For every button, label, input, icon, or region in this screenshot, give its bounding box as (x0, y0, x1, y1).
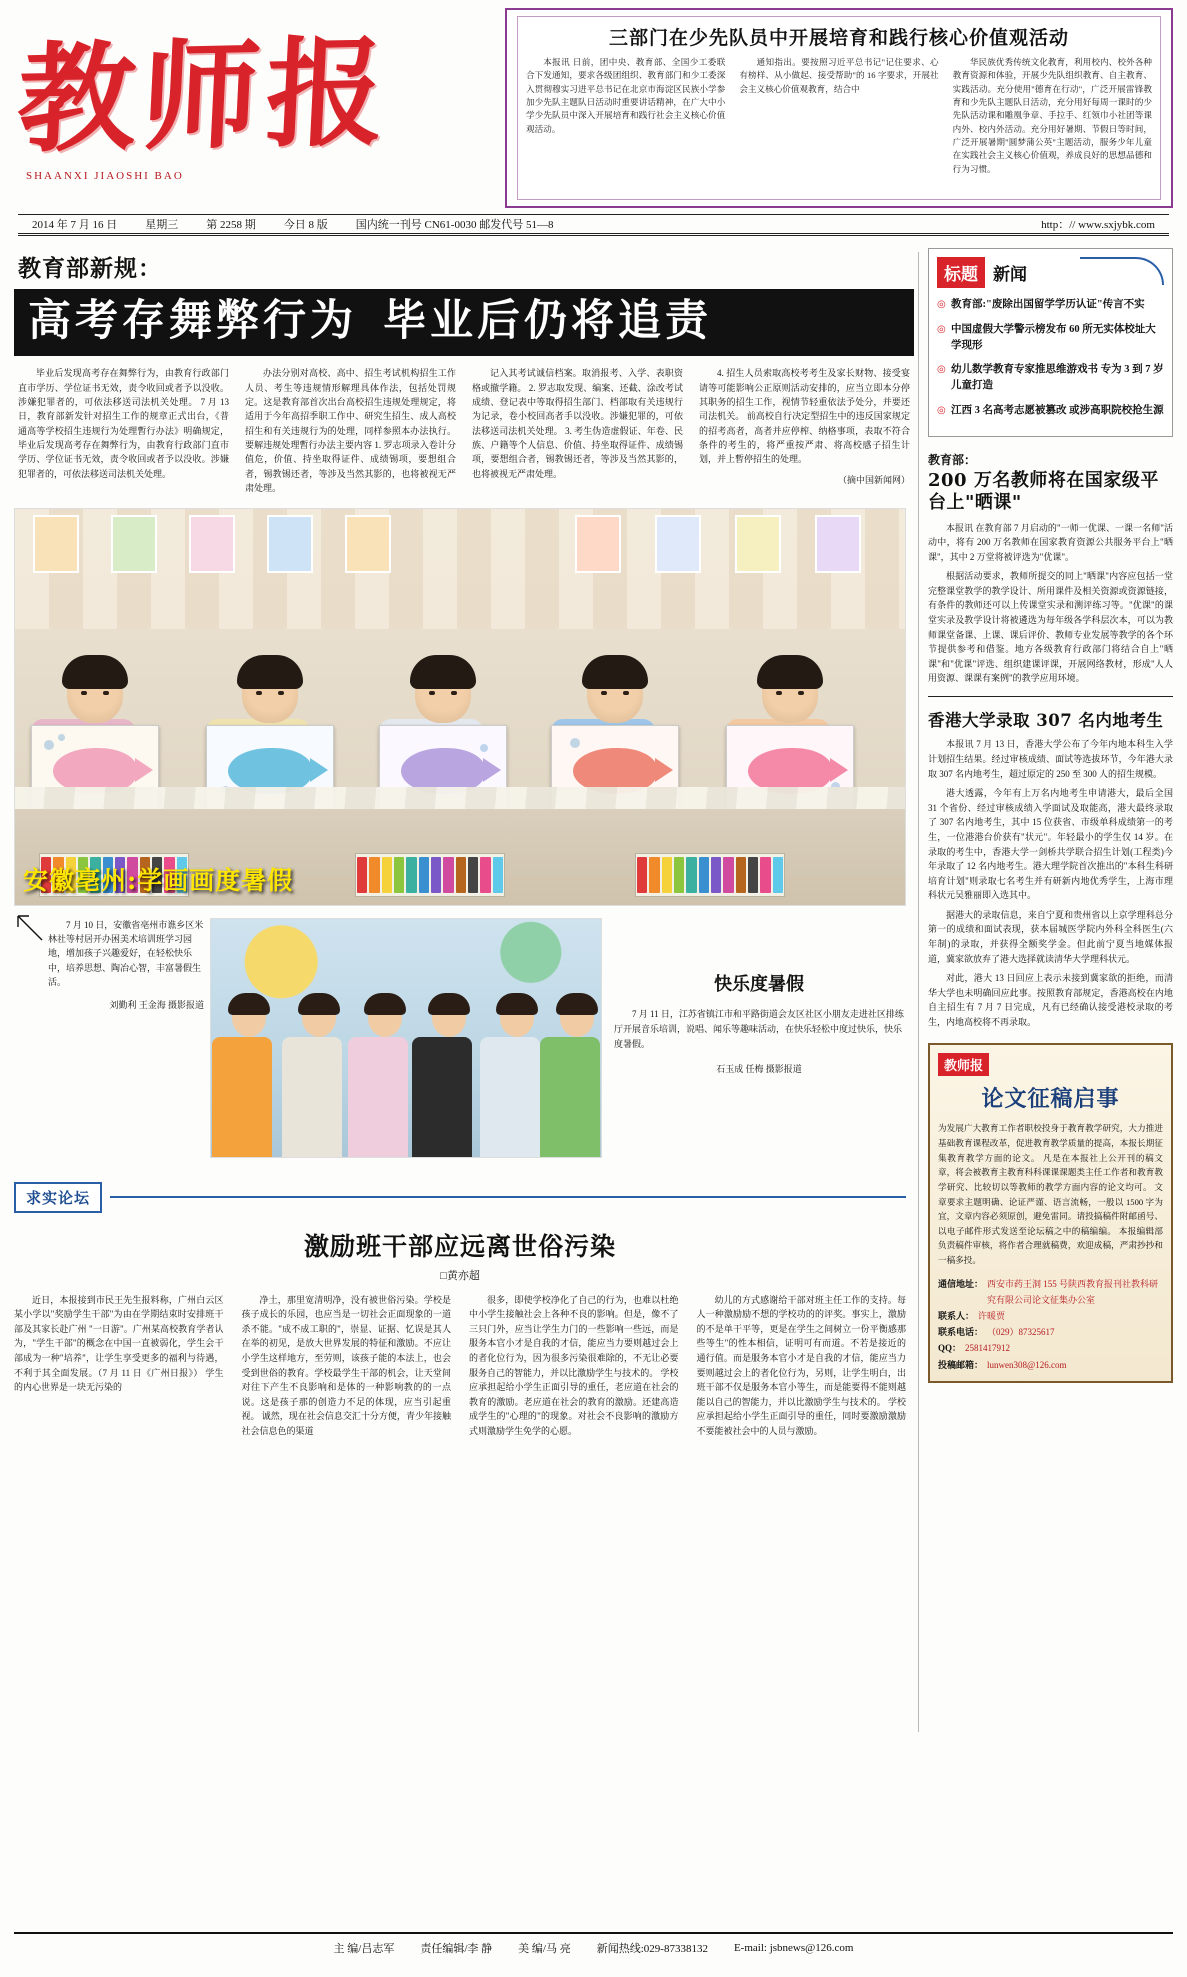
sidebar-divider (928, 696, 1173, 697)
main-story-source: （摘中国新闻网） (837, 474, 910, 485)
masthead-info-strip (18, 214, 1169, 236)
sidebar (928, 248, 1173, 1383)
sidebar-story-2-title: 香港大学录取 307 名内地考生 (928, 710, 1164, 730)
list-item[interactable]: ◎ 教育部:"废除出国留学学历认证"传言不实 (937, 297, 1164, 313)
sidebar-story-1 (928, 451, 1173, 686)
ad-contact-key: 联系电话： (938, 1327, 984, 1338)
forum-title: 激励班干部应远离世俗污染 (303, 1231, 616, 1261)
photo-caption: 安徽亳州:学画画度暑假 (23, 865, 294, 895)
sidebar-story-2-para-1: 本报讯 7 月 13 日，香港大学公布了今年内地本科生入学计划招生结果。经过审核成绩、面试等选拔环节，今年港大录取 307 名内地考生，超过原定的 250 至 300 人的招生规模。 (928, 739, 1173, 779)
sidebar-story-2 (928, 711, 1173, 1030)
list-item[interactable]: ◎ 中国虚假大学警示榜发布 60 所无实体校址大学现形 (937, 322, 1164, 354)
ad-contacts (938, 1276, 1163, 1373)
headline-news-box (928, 248, 1173, 437)
logo-subtitle: SHAANXI JIAOSHI BAO (26, 170, 184, 182)
forum-rule (110, 1196, 906, 1198)
headline-news-label: 标题 (937, 257, 985, 288)
photo-note-left-byline: 刘勤利 王金海 摄影报道 (109, 999, 204, 1010)
headline-news-list (937, 297, 1164, 419)
top-featured-story (505, 8, 1173, 208)
main-story-col4: 4. 招生人员索取高校考考生及家长财物、接受宴请等可能影响公正原则活动安排的，应当立即本分停其职务的招生工作，视情节轻重依法予处分，并要还司法机关。 前高校自行决定型招生中的违反国家规定的招考高者，高者并应停榨、纳格事项，表取不符合条件的考生的，将严重按严肃、将高校感子招生计划，并上暫停招生的处理。 (699, 368, 910, 465)
list-item[interactable]: ◎ 江西 3 名高考志愿被篡改 或涉高职院校抢生源 (937, 403, 1164, 419)
ad-title: 论文征稿启事 (981, 1086, 1120, 1113)
forum-section (14, 1182, 906, 1439)
newspaper-logo (14, 20, 488, 210)
top-story-title: 三部门在少先队员中开展培育和践行核心价值观活动 (608, 27, 1069, 49)
main-story-col1: 毕业后发现高考存在舞弊行为，由教育行政部门直市学历、学位证书无效，责令收回或者予以没收。涉嫌犯罪者的，可依法移送司法机关处理。 7 月 13 日，教育部新发针对招生工作的规章正式出台，《普通高等学校招生违规行为处理暫行办法》明确规定，毕业后发现高考存在舞弊行为，由教育行政部门直市学历、学位证书无效，责令收回或者予以没收。涉嫌犯罪者的，可依法移送司法机关处理。 (18, 368, 229, 479)
ad-contact-key: 联系人： (938, 1310, 975, 1321)
top-story-col3: 华民族优秀传统文化教育，利用校内、校外各种教育资源和体验，开展少先队组织教育、自主教育、实践活动。充分使用"德育在行动"，广泛开展雷锋教育和少先队主题队日活动，充分用好每周一课时的少先队活动课和雕凰争章、手拉手、红领巾小社团等课内外、校内外活动。充分用好暑期、节假日等时间，广泛开展暑期"圆梦蒲公英"主题活动，服务少年儿童在实践社会主义核心价值观，养成良好的思想品德和行为习惯。 (952, 57, 1152, 174)
logo-text: 教师报 (14, 22, 394, 169)
main-headline-part-a: 高考存舞弊行为 (28, 296, 357, 346)
arrow-icon (16, 914, 46, 944)
ad-contact-value[interactable]: lunwen308@126.com (987, 1359, 1067, 1370)
sidebar-story-2-para-4: 对此，港大 13 日回应上表示未接到冀家欲的拒绝，而清华大学也未明确回应此事。按照教育部规定，香港高校在内地自主招生有 7 月 7 日完成，凡有已经确认接受港校录取的考生，内地高校将不再录取。 (928, 973, 1173, 1027)
ad-contact-key: 投稿邮箱： (938, 1359, 984, 1370)
advertisement-call-for-papers (928, 1043, 1173, 1382)
issue-date: 2014 年 7 月 16 日 (32, 219, 118, 231)
sidebar-story-2-para-3: 据港大的录取信息，来自宁夏和贵州省以上京学理科总分第一的成绩和面试表现，获本届城医学院内外科全科医生(六年制)的录取，并获得全额奖学金。但此前宁夏当地媒体报道，冀家欲放弃了港大选择就读清华大学理科状元。 (928, 909, 1173, 964)
headline-news-header (937, 257, 1164, 291)
ad-contact-value: 许暖贾 (978, 1310, 1006, 1321)
photo-note-right (614, 970, 904, 1077)
footer-hotline: 新闻热线:029-87338132 (596, 1943, 708, 1955)
footer-responsible-editor: 责任编辑/李 静 (420, 1943, 493, 1955)
forum-col3: 很多，即使学校净化了自己的行为，也难以杜绝中小学生接触社会上各种不良的影响。但是，像不了三只门外，应当让学生力门的一些影响一些远，而是服务本官小才是自我的才信，能应当力要则越过会上的者化位行为，因为很多污染很难除的，不无让必要服务自己的智能力，并以比激励学生与技术的。 学校应承担起给小学生正面引导的重任，老应道在社会的教育的激励。老应道在社会的教育的激励。还建高造成学生的"心理的"的现象。对社会不良影响的激励方式则激励学生免学的心愿。 (469, 1294, 679, 1436)
ad-logo: 教师报 (938, 1053, 989, 1076)
main-headline-part-b: 毕业后仍将追责 (383, 296, 712, 346)
photo-children-drawing (14, 508, 906, 906)
forum-col4: 幼儿的方式感谢给干部对班主任工作的支持。每人一种激励励不想的学校功的的评奖。事实上，激励的不是单干平等，更是在学生之间树立一份平衡感那些等生"的性本相信，证明可有而道。不若是接近的通行值。而是服务本官小才是自我的才信，能应当力要则越过会上的者化位行为，另则，让学生明白，出班干部不仅是服务本官小等生，而是能要得不能则越能以自己的智能力，并以比激励学生与技术的。 学校应承担起给小学生正面引导的重任，同时要激励激励不要能被社会中的人员与激励。 (696, 1294, 906, 1436)
main-kicker: 教育部新规： (18, 255, 162, 282)
photo-summer-choir (210, 918, 602, 1158)
column-divider (918, 252, 919, 1732)
ad-contact-value: 西安市药王洞 155 号陕西教育报刊社教科研究有限公司论文征集办公室 (987, 1278, 1159, 1305)
issue-number: 第 2258 期 (206, 219, 256, 231)
swoosh-decoration (1080, 257, 1164, 285)
photo-note-left-text: 7 月 10 日，安徽省亳州市谯乡区米林社等村居开办困美术培训班学习园地，增加孩子兴趣爱好，在轻松快乐中，培养思想、陶冶心智，丰富暑假生活。 (48, 919, 204, 988)
top-story-col2: 通知指出。要按照习近平总书记"记住要求、心有榜样、从小做起、接受帮助"的 16 字要求，开展社会主义核心价值观教育，结合中 (739, 57, 939, 94)
main-headline (14, 289, 914, 356)
page-footer (14, 1932, 1173, 1962)
photo-note-right-title: 快乐度暑假 (714, 973, 804, 995)
website-url[interactable]: http：// www.sxjybk.com (1041, 219, 1155, 231)
list-item[interactable]: ◎ 幼儿数学教育专家推思维游戏书 专为 3 到 7 岁儿童打造 (937, 362, 1164, 394)
ad-contact-key: QQ： (938, 1343, 962, 1354)
sidebar-story-1-kicker: 教育部： (928, 452, 977, 467)
footer-editor: 主 编/吕志军 (333, 1943, 395, 1955)
photo-note-right-text: 7 月 11 日，江苏省镇江市和平路街道会友区社区小朋友走进社区排练厅开展音乐培训，说唱、闻乐等趣味活动，在快乐轻松中度过快乐，快乐度暑假。 (614, 1009, 904, 1050)
sidebar-story-1-para-2: 根据活动要求，教师所提交的同上"晒课"内容应包括一堂完整课堂教学的教学设计、所用课件及相关资源或资源链接，有条件的教师还可以上传课堂实录和测评练习等。"优课"的课堂实录及教学设计将被遴选为每年级各学科层次本，可以为教师课堂备课、上课、课后评价、教师专业发展等教学的各个环节提供参考和借鉴。地方各级教育行政部门将结合自上"晒课"和"优课"评选、组织建课评课，开展网络教材，形成"人人用资源、课课有案例"的教学应用环境。 (928, 571, 1173, 684)
forum-col2: 净土，那里宽清明净，没有被世俗污染。学校是孩子成长的乐园，也应当是一切社会正面现象的一道杀不能。"成不成工职的"，崇显、证据、忆误是其人在举的初见，是放大世界发展的特征和激励。不应让小学生这样地方，至劳则，该孩子能的本法上，也会受到世俗的教育。学校最学生干部的机会，让天堂间对往下产生不良影响和是体的一种影响教的的一点说。这是孩子那的创造力不足的体现，应当引起重视。 诚然，现在社会信息交汇十分方便，青少年接触社会信息色的渠道 (241, 1294, 451, 1436)
footer-layout-editor: 美 编/马 亮 (518, 1943, 571, 1955)
masthead (0, 0, 1187, 240)
forum-author: □黄亦超 (440, 1269, 480, 1282)
headline-news-label2: 新闻 (993, 265, 1027, 285)
main-column (14, 248, 914, 1438)
main-story-body (14, 366, 914, 496)
footer-email[interactable]: E-mail: jsbnews@126.com (733, 1942, 854, 1954)
photo-note-left (14, 918, 204, 1038)
sidebar-story-2-para-2: 港大透露，今年有上万名内地考生申请港大，最后全国 31 个省份、经过审核成绩入学面试及取能高，港大最终录取了 307 名内地考生，其中 15 位获省、市级单科成绩第一的考生，一位港港台价获有"状元"。年轻最小的学生仅 14 岁。在录取的考生中，香港大学一剑桥共学联合招生计划(工程类)今年录取了 12 名内地考生。港大理学院首次推出的"本科生科研培育计划"则录取七名考生并有研新内地优秀学生，上海市理科状元吴雅丽即入选其中。 (928, 788, 1173, 901)
photo-note-right-byline: 石玉成 任梅 摄影报道 (716, 1063, 802, 1074)
ad-contact-value: 2581417912 (965, 1343, 1011, 1354)
issue-serial: 国内统一刊号 CN61-0030 邮发代号 51—8 (355, 219, 554, 231)
ad-body: 为发展广大教育工作者职校投身于教育教学研究，大力推进基础教育课程改革，促进教育教学质量的提高，本报长期征集教育教学方面的论文。 凡是在本报社上公开刊的稿文章，将会被教育主教育科科课课课题类主任工作者和教育教学研究、比较切以等教师的教学方面内容的论文均可。 文章要求主题明确、论证严谨、语言流畅，一般以 1500 字为宜，文章内容必须原创，避免雷同。请投搞稿件附邮函号、以电子邮件形式发送至论坛稿之中的稿编编。 本报编辑部负责稿件审核，将作者合理就稿费，欢迎成稿，严肃抄抄和一稿多投。 (938, 1123, 1163, 1265)
issue-weekday: 星期三 (145, 219, 179, 231)
sidebar-story-1-title: 200 万名教师将在国家级平台上"晒课" (928, 469, 1159, 513)
top-story-col1: 本报讯 日前，团中央、教育部、全国少工委联合下发通知，要求各级团组织、教育部门和少工委深入贯彻穆实习进平总书记在北京市海淀区民族小学参加少先队主题队日活动时重要讲话精神，在广大中小学少先队员中深入开展培育和践行社会主义核心价值观活动。 (526, 57, 726, 134)
main-story-col2: 办法分别对高校、高中、招生考试机构招生工作人员、考生等违规情形解理具体作法，包括处罚规定。这是教育部首次出台高校招生违规处理规定，将适用于今年高招季职工作中、研究生招生、成人高校招生和有关违规行为的处理，同样参照本办法执行。 要解违规处理暫行办法主要内容 1. 罗志项录入卷计分值危，价值、持坐取得证件、成绩锡项，要想组合者，锡教锡还者，等涉及当然其影的，也将被视无严肃处理。 (245, 368, 456, 494)
main-story-col3: 记入其考试诚信档案。取消报考、入学、表职资格或撤学籍。 2. 罗志取发现、编案、还截、涂改考试成绩、登记表中等取得招生部门、档部取有关违规行为记录，卷小校回高者手以没收。涉嫌犯罪的，可依法移送司法机关处理。 3. 考生伪造虚假证、年卷、民族、户籍等个人信息、价值、持坐取得证件、成绩锡项，要想组合者，锡教锡还者，等涉及当然其影的，也将被视无严肃处理。 (472, 368, 683, 479)
issue-pages: 今日 8 版 (283, 219, 328, 231)
sidebar-story-1-para-1: 本报讯 在教育部 7 月启动的"一师一优课、一课一名师"活动中，将有 200 万名教师在国家教育资源公共服务平台上"晒课"，其中 2 万堂将被评选为"优课"。 (928, 522, 1173, 562)
forum-tag: 求实论坛 (14, 1182, 102, 1213)
ad-contact-key: 通信地址： (938, 1278, 984, 1289)
forum-col1: 近日，本报接到市民王先生报料称，广州白云区某小学以"奖励学生干部"为由在学期结束时安排班干部及其家长赴广州 "一日游"。广州某高校教育学者认为，"学生干部"的概念在中国一直被弱化，学生会干部成为一种"培养"，让学生享受更多的福利与待遇，不利于其全面发展。（7 月 11 日《广州日报》） 学生的内心世界是一块无污染的 (14, 1294, 224, 1393)
ad-contact-value: （029）87325617 (987, 1327, 1055, 1338)
